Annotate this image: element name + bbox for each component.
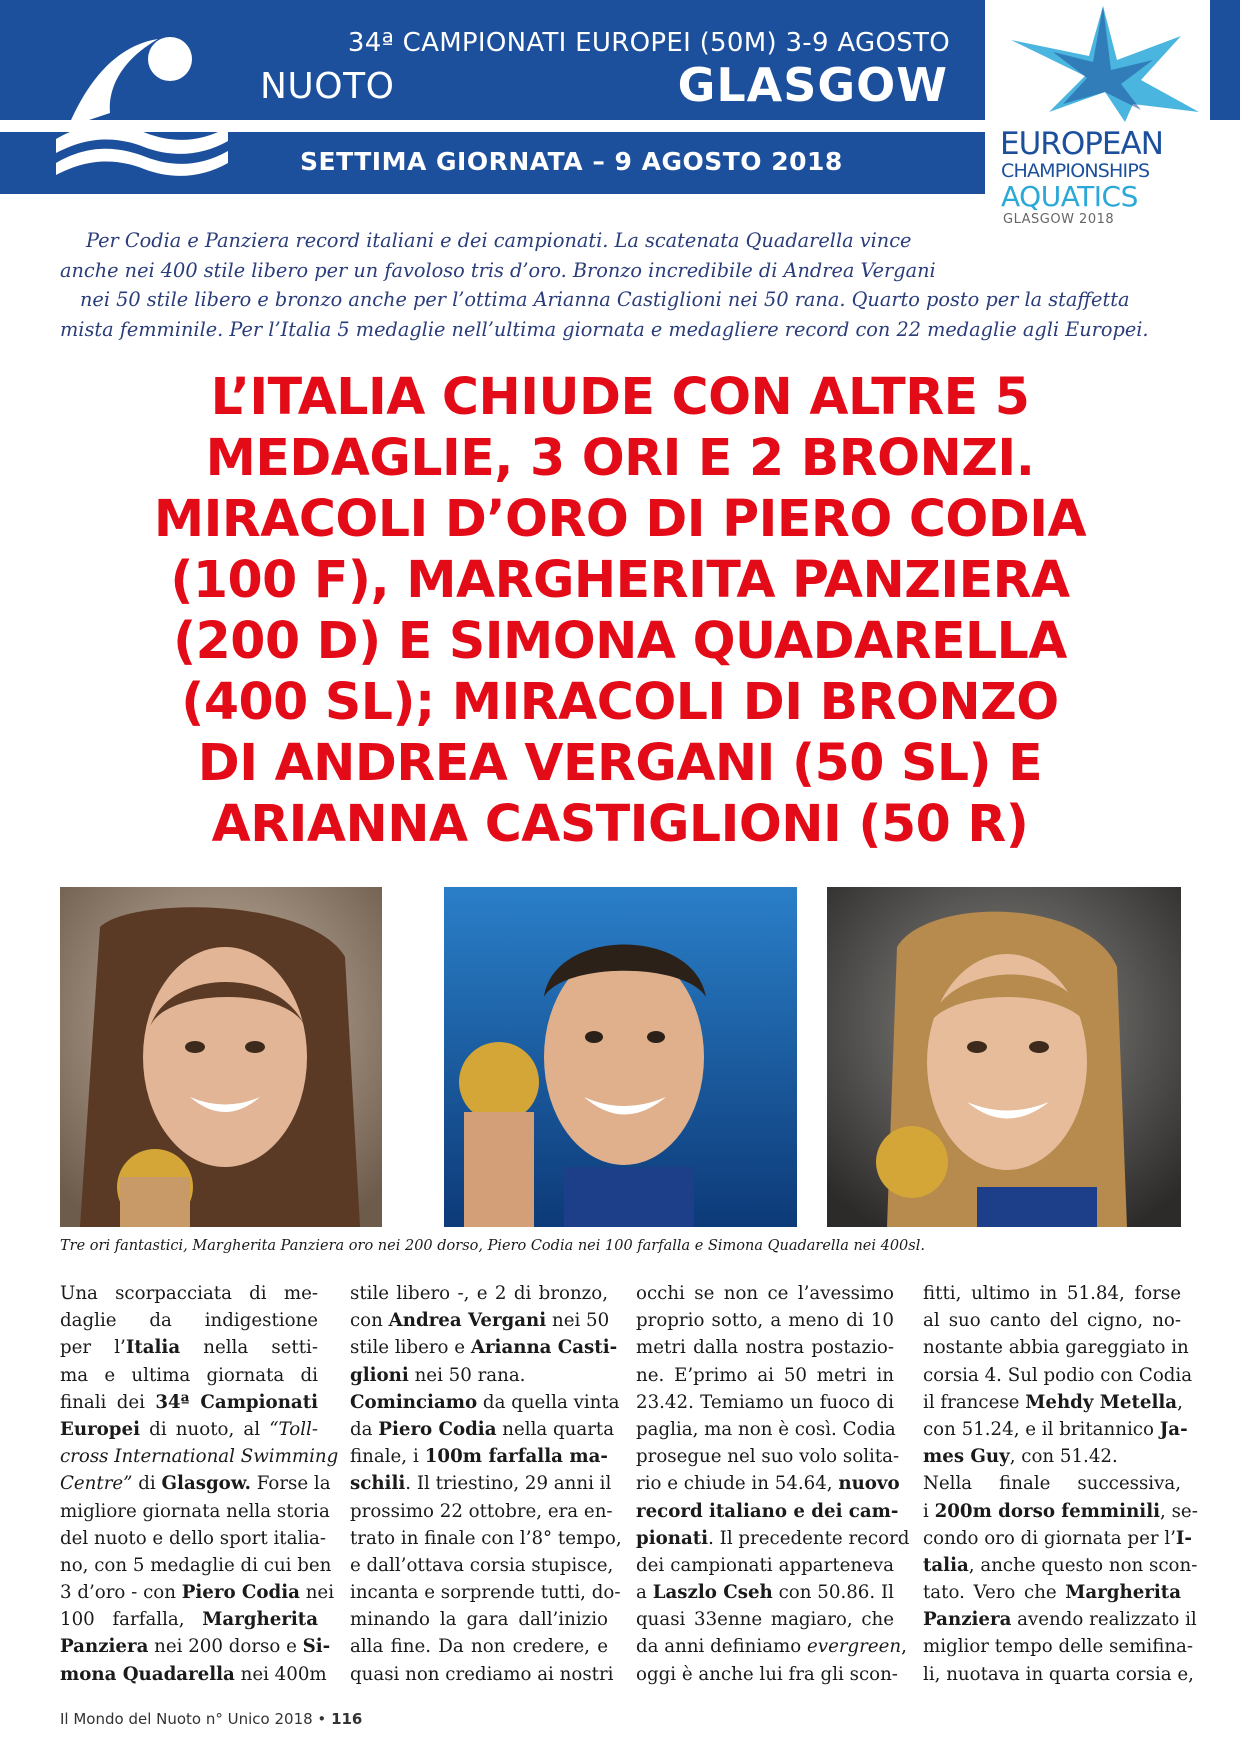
article-line: mes Guy, con 51.42. <box>923 1446 1118 1468</box>
headline-line: (100 F), MARGHERITA PANZIERA <box>170 550 1070 609</box>
article-line: incanta e sorprende tutti, do- <box>350 1582 621 1604</box>
article-line: Panziera avendo realizzato il <box>923 1609 1197 1631</box>
headline-line: (400 SL); MIRACOLI DI BRONZO <box>181 672 1059 731</box>
article-line: corsia 4. Sul podio con Codia <box>923 1364 1193 1386</box>
page-footer <box>60 1710 362 1728</box>
logo-text-glasgow-2018: GLASGOW 2018 <box>1003 212 1115 227</box>
article-line: prossimo 22 ottobre, era en- <box>350 1500 613 1522</box>
headline-line: (200 D) E SIMONA QUADARELLA <box>173 611 1067 670</box>
article-line: 23.42. Temiamo un fuoco di <box>636 1391 894 1413</box>
lead-line: anche nei 400 stile libero per un favoloso tris d’oro. Bronzo incredibile di Andrea Vergani <box>60 258 936 282</box>
article-line: pionati. Il precedente record <box>636 1527 910 1549</box>
logo-text-championships: CHAMPIONSHIPS <box>1001 160 1150 182</box>
article-line: Cominciamo da quella vinta <box>350 1391 620 1413</box>
headline-line: DI ANDREA VERGANI (50 SL) E <box>197 733 1043 792</box>
article-line: quasi 33enne magiaro, che <box>636 1609 894 1631</box>
article-line: prosegue nel suo volo solita- <box>636 1446 900 1468</box>
article-line: Una scorpacciata di me- <box>60 1283 318 1304</box>
logo-text-aquatics: AQUATICS <box>1001 180 1138 213</box>
article-line: minando la gara dall’inizio <box>350 1609 608 1631</box>
article-column-2 <box>350 1280 622 1688</box>
article-line: al suo canto del cigno, no- <box>923 1310 1181 1332</box>
headline <box>60 366 1180 854</box>
article-line: record italiano e dei cam- <box>636 1500 899 1522</box>
article-line: a Laszlo Cseh con 50.86. Il <box>636 1582 895 1604</box>
header-right-bar <box>1210 0 1240 120</box>
article-line: migliore giornata nella storia <box>60 1500 330 1522</box>
article-line: 3 d’oro - con Piero Codia nei <box>60 1582 335 1604</box>
article-line: stile libero -, e 2 di bronzo, <box>350 1283 608 1304</box>
article-line: alla fine. Da non credere, e <box>350 1636 608 1658</box>
swimmer-logo-icon <box>50 15 235 195</box>
article-line: metri dalla nostra postazio- <box>636 1337 894 1359</box>
article-line: Panziera nei 200 dorso e Si- <box>60 1636 331 1658</box>
article-line: cross International Swimming <box>60 1446 339 1468</box>
article-line: fitti, ultimo in 51.84, forse <box>923 1283 1181 1304</box>
article-line: ne. E’primo ai 50 metri in <box>636 1364 894 1386</box>
article-line: Europei di nuoto, al “Toll- <box>60 1418 318 1440</box>
logo-text-european: EUROPEAN <box>1000 126 1163 162</box>
article-line: no, con 5 medaglie di cui ben <box>60 1554 332 1576</box>
article-line: e dall’ottava corsia stupisce, <box>350 1554 614 1576</box>
headline-line: ARIANNA CASTIGLIONI (50 R) <box>211 794 1029 853</box>
article-line: schili. Il triestino, 29 anni il <box>350 1473 612 1495</box>
article-column-1 <box>60 1280 339 1688</box>
event-title: 34ª CAMPIONATI EUROPEI (50M) 3-9 AGOSTO <box>347 28 950 58</box>
article-line: mona Quadarella nei 400m <box>60 1663 327 1685</box>
article-line: stile libero e Arianna Casti- <box>350 1337 618 1359</box>
article-line: con 51.24, e il britannico Ja- <box>923 1418 1188 1440</box>
article-line: Centre” di Glasgow. Forse la <box>60 1473 331 1495</box>
article-line: nostante abbia gareggiato in <box>923 1337 1189 1359</box>
article-line: per l’Italia nella setti- <box>60 1337 318 1359</box>
article-line: 100 farfalla, Margherita <box>60 1609 318 1631</box>
article-line: del nuoto e dello sport italia- <box>60 1527 327 1549</box>
article-line: proprio sotto, a meno di 10 <box>636 1310 894 1332</box>
article-line: da anni definiamo evergreen, <box>636 1636 907 1658</box>
article-line: trato in finale con l’8° tempo, <box>350 1527 622 1549</box>
article-line: oggi è anche lui fra gli scon- <box>636 1663 898 1685</box>
article-line: i 200m dorso femminili, se- <box>923 1500 1198 1522</box>
article-line: talia, anche questo non scon- <box>923 1554 1198 1576</box>
article-line: finali dei 34ª Campionati <box>60 1391 319 1413</box>
headline-line: L’ITALIA CHIUDE CON ALTRE 5 <box>210 367 1030 426</box>
article-line: rio e chiude in 54.64, nuovo <box>636 1473 900 1495</box>
photo-caption: Tre ori fantastici, Margherita Panziera oro nei 200 dorso, Piero Codia nei 100 farfalla e Simona Quadarella nei 400sl. <box>60 1238 925 1254</box>
article-column-3 <box>636 1280 910 1688</box>
article-line: da Piero Codia nella quarta <box>350 1418 615 1440</box>
article-line: glioni nei 50 rana. <box>350 1364 526 1386</box>
article-line: Nella finale successiva, <box>923 1473 1181 1495</box>
footer-publication: Il Mondo del Nuoto n° Unico 2018 • <box>60 1710 327 1728</box>
day-label: SETTIMA GIORNATA – 9 AGOSTO 2018 <box>300 147 843 176</box>
article-line: occhi se non ce l’avessimo <box>636 1283 894 1304</box>
article-line: dei campionati apparteneva <box>636 1554 894 1576</box>
event-city: GLASGOW <box>677 58 948 112</box>
article-line: condo oro di giornata per l’I- <box>923 1527 1192 1549</box>
lead-line: mista femminile. Per l’Italia 5 medaglie nell’ultima giornata e medagliere record con 22 medaglie agli Europei. <box>60 317 1149 341</box>
article-line: ma e ultima giornata di <box>60 1364 318 1386</box>
article-line: tato. Vero che Margherita <box>923 1582 1181 1604</box>
article-column-4 <box>923 1280 1198 1688</box>
lead-line: nei 50 stile libero e bronzo anche per l’ottima Arianna Castiglioni nei 50 rana. Quarto posto per la staffetta <box>80 288 1130 311</box>
article-line: miglior tempo delle semifina- <box>923 1636 1194 1658</box>
article-line: il francese Mehdy Metella, <box>923 1391 1183 1413</box>
page-number: 116 <box>331 1710 363 1728</box>
article-line: quasi non crediamo ai nostri <box>350 1663 614 1685</box>
article-line: con Andrea Vergani nei 50 <box>350 1310 610 1332</box>
lead-paragraph <box>60 226 1180 344</box>
photo-female-swimmer-gold-medal <box>60 887 382 1227</box>
lead-line: Per Codia e Panziera record italiani e dei campionati. La scatenata Quadarella vince <box>86 229 912 252</box>
headline-line: MIRACOLI D’ORO DI PIERO CODIA <box>153 489 1087 548</box>
article-line: li, nuotava in quarta corsia e, <box>923 1663 1194 1685</box>
photo-male-swimmer-gold-medal <box>444 887 797 1227</box>
article-line: paglia, ma non è così. Codia <box>636 1418 896 1440</box>
article-line: finale, i 100m farfalla ma- <box>350 1446 608 1468</box>
photo-female-swimmer-gold-medal-2 <box>827 887 1181 1227</box>
section-label: NUOTO <box>260 66 395 107</box>
headline-line: MEDAGLIE, 3 ORI E 2 BRONZI. <box>205 428 1035 487</box>
article-line: daglie da indigestione <box>60 1310 318 1332</box>
